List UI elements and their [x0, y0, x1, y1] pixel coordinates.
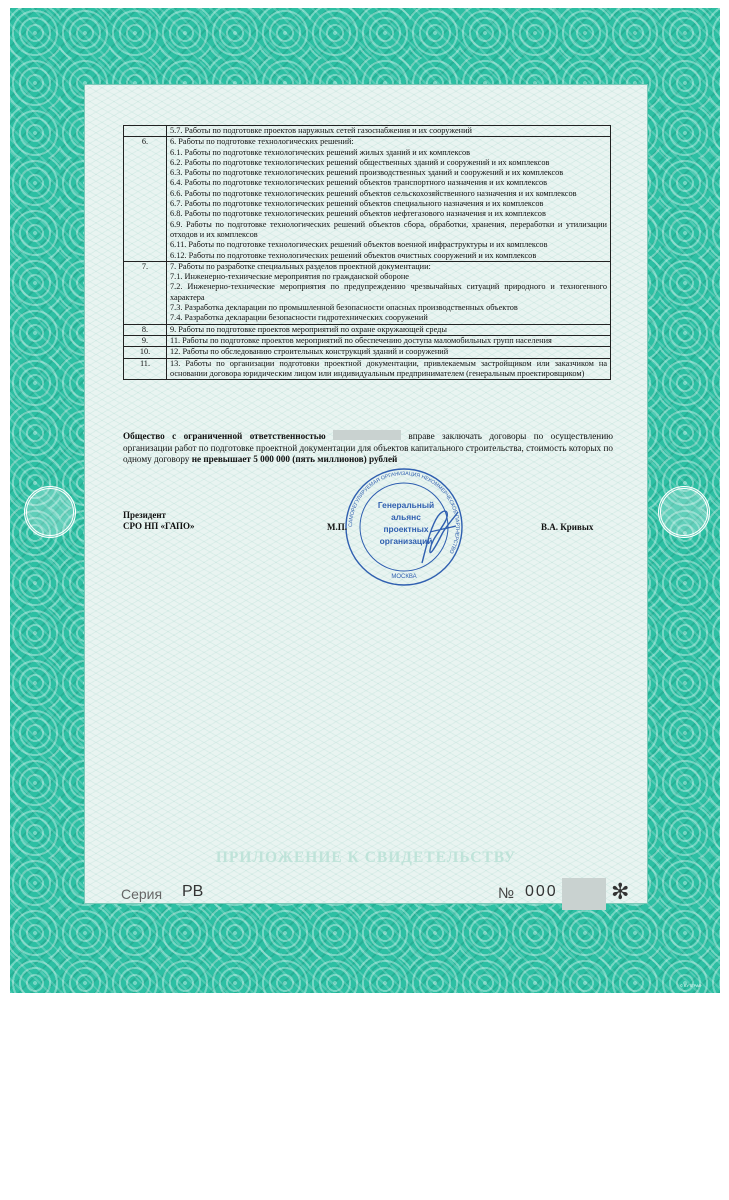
work-item-line: 7.1. Инженерно-технические мероприятия по гражданской обороне	[170, 272, 409, 282]
row-description	[167, 261, 611, 324]
work-item-line: 7.2. Инженерно-технические мероприятия по предупреждению чрезвычайных ситуаций природного и техногенного характера	[170, 282, 607, 302]
table-row	[124, 126, 611, 137]
work-item-line: 6.1. Работы по подготовке технологических решений жилых зданий и их комплексов	[170, 147, 471, 157]
work-item-line: 6.9. Работы по подготовке технологических решений объектов сбора, обработки, хранения, переработки и утилизации отходов и их комплексов	[170, 219, 607, 239]
row-description	[167, 137, 611, 262]
number-label: №	[498, 885, 515, 902]
work-item-line: 6.4. Работы по подготовке технологических решений объектов транспортного назначения и их комплексов	[170, 178, 548, 188]
work-item-line: 13. Работы по организации подготовки проектной документации, привлекаемым застройщиком или заказчиком на основании договора юридическим лицом или индивидуальным предпринимателем (генеральным проектировщиком)	[170, 358, 607, 378]
table-row	[124, 358, 611, 380]
appendix-title: ПРИЛОЖЕНИЕ К СВИДЕТЕЛЬСТВУ	[215, 849, 517, 866]
seal-city: МОСКВА	[391, 574, 417, 580]
signatory-title	[123, 510, 194, 532]
row-number: 9.	[124, 335, 167, 346]
row-number	[124, 126, 167, 137]
table-row	[124, 347, 611, 358]
signatory-title-line2: СРО НП «ГАПО»	[123, 521, 195, 531]
statement-part1: Общество с ограниченной ответственностью	[123, 431, 326, 441]
row-description	[167, 335, 611, 346]
row-number: 6.	[124, 137, 167, 262]
seal-center-line4: организаций	[379, 536, 433, 546]
permission-statement	[123, 430, 613, 466]
number-value: 000	[525, 883, 558, 900]
work-item-line: 6.12. Работы по подготовке технологических решений объектов очистных сооружений и их комплексов	[170, 250, 537, 260]
asterisk-icon: ✻	[611, 880, 630, 905]
seal-center-line3: проектных	[383, 524, 429, 534]
seal-ring-text: САМОРЕГУЛИРУЕМАЯ ОРГАНИЗАЦИЯ НЕКОММЕРЧЕСКОЕ ПАРТНЕРСТВО	[347, 470, 461, 555]
work-item-line: 6.6. Работы по подготовке технологических решений объектов сельскохозяйственного назначения и их комплексов	[170, 188, 577, 198]
row-number: 11.	[124, 358, 167, 380]
signatory-title-line1: Президент	[123, 510, 166, 520]
work-item-line: 9. Работы по подготовке проектов мероприятий по охране окружающей среды	[170, 324, 447, 334]
work-item-line: 11. Работы по подготовке проектов мероприятий по обеспечению доступа маломобильных групп населения	[170, 335, 552, 345]
row-number: 10.	[124, 347, 167, 358]
certificate-sheet	[10, 8, 720, 993]
table-row	[124, 261, 611, 324]
seal-center-line1: Генеральный	[377, 500, 435, 510]
statement-limit: не превышает 5 000 000 (пять миллионов) рублей	[191, 454, 398, 464]
table-row	[124, 324, 611, 335]
row-description	[167, 358, 611, 380]
series-label: Серия	[121, 886, 163, 902]
right-rosette-ornament	[658, 486, 710, 538]
work-item-line: 6.3. Работы по подготовке технологических решений производственных зданий и сооружений и их комплексов	[170, 168, 564, 178]
organization-seal	[334, 468, 474, 586]
row-description	[167, 347, 611, 358]
seal-center-line2: альянс	[391, 512, 421, 522]
work-item-line: 12. Работы по обследованию строительных конструкций зданий и сооружений	[170, 347, 449, 357]
row-number: 7.	[124, 261, 167, 324]
redacted-company-name	[333, 430, 401, 440]
works-table	[123, 125, 611, 380]
signatory-name: В.А. Кривых	[541, 522, 594, 532]
work-item-line: 6.8. Работы по подготовке технологических решений объектов нефтегазового назначения и их комплексов	[170, 209, 546, 219]
series-value: РВ	[182, 883, 204, 900]
work-item-line: 7.4. Разработка декларации безопасности гидротехнических сооружений	[170, 313, 428, 323]
work-item-line: 6.2. Работы по подготовке технологических решений общественных зданий и сооружений и их комплексов	[170, 157, 550, 167]
statement-part2: вправе заключать договоры по осуществлению организации работ по подготовке проектной документации для объектов капитального строительства, стоимость которых по одному договору	[123, 431, 613, 464]
work-item-line: 6.11. Работы по подготовке технологических решений объектов военной инфраструктуры и их комплексов	[170, 240, 548, 250]
work-item-line: 5.7. Работы по подготовке проектов наружных сетей газоснабжения и их сооружений	[170, 126, 472, 135]
work-item-line: 6. Работы по подготовке технологических решений:	[170, 137, 354, 147]
certificate-inner-field	[84, 84, 648, 904]
redacted-number	[562, 878, 606, 910]
left-rosette-ornament	[24, 486, 76, 538]
stamp-place-label: М.П.	[327, 522, 347, 532]
row-description	[167, 126, 611, 137]
row-description	[167, 324, 611, 335]
table-row	[124, 137, 611, 262]
work-item-line: 7. Работы по разработке специальных разделов проектной документации:	[170, 261, 431, 271]
table-row	[124, 335, 611, 346]
work-item-line: 7.3. Разработка декларации по промышленной безопасности опасных производственных объектов	[170, 303, 518, 313]
printer-mark: © КУТГРАФ	[680, 983, 702, 988]
work-item-line: 6.7. Работы по подготовке технологических решений объектов специального назначения и их комплексов	[170, 199, 544, 209]
row-number: 8.	[124, 324, 167, 335]
